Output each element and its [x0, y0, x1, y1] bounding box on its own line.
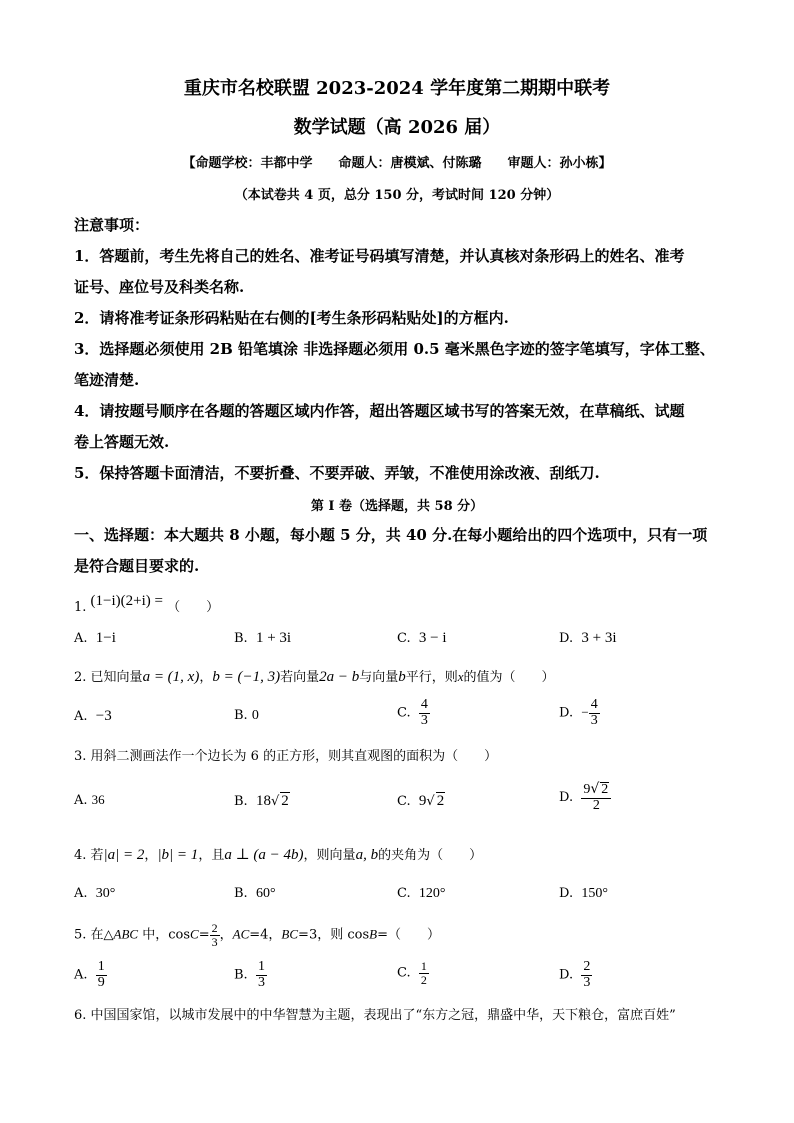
answer-blank: （ ） [167, 600, 220, 615]
question-4: 4. 若|a| = 2，|b| = 1，且a ⊥ (a − 4b)，则向量a, b的夹角为（ ） [74, 847, 483, 863]
math-expression: b = (−1, 3) [212, 669, 281, 685]
question-5: 5. 在△ABC 中，cosC= $\frac{2}{3}$ ，AC=4，BC=3，则 cosB=（ ） [74, 921, 440, 949]
math-expression: a ⊥ (a − 4b) [224, 847, 304, 863]
option-b: B. 0 [234, 708, 259, 723]
author-line: 【命题学校：丰都中学 命题人：唐模斌、付陈璐 审题人：孙小栋】 [182, 156, 612, 171]
math-expression: |b| = 1 [157, 847, 199, 863]
option-d: D. 150° [559, 886, 608, 901]
math-expression: 2a − b [319, 669, 360, 685]
option-a: A. 30° [74, 886, 116, 901]
option-c: C. $\frac{1}{2}$ [397, 959, 427, 987]
notes-heading: 注意事项： [74, 216, 150, 234]
question-3: 3. 用斜二测画法作一个边长为 6 的正方形，则其直观图的面积为（ ） [74, 749, 498, 764]
option-d: D. $\frac{9√ 2}{2}$ [559, 782, 611, 813]
note-line: 3．选择题必须使用 2B 铅笔填涂 非选择题必须用 0.5 毫米黑色字迹的签字笔填写，字体工整、 [74, 340, 715, 358]
option-d: D. 3 + 3i [559, 630, 617, 646]
option-b: B. 60° [234, 886, 276, 901]
option-b: B. 1 + 3i [234, 630, 292, 646]
exam-subtitle: 数学试题（高 2026 届） [293, 117, 501, 138]
note-line: 4．请按题号顺序在各题的答题区域内作答，超出答题区域书写的答案无效，在草稿纸、试题 [74, 402, 685, 420]
note-line: 卷上答题无效. [74, 433, 170, 451]
math-expression: (1−i)(2+i) = [90, 593, 163, 609]
option-c: C. $\frac{4}{3}$ [397, 697, 428, 728]
option-a: A. $\frac{1}{9}$ [74, 959, 105, 990]
option-c: C. 3 − i [397, 630, 447, 646]
note-line: 2．请将准考证条形码粘贴在右侧的[考生条形码粘贴处]的方框内. [74, 309, 509, 327]
option-c: C. 120° [397, 886, 446, 901]
option-d: D. $\frac{2}{3}$ [559, 959, 591, 990]
exam-info: （本试卷共 4 页，总分 150 分，考试时间 120 分钟） [234, 188, 560, 203]
option-b: B. 18√ 2 [234, 793, 289, 809]
exam-title: 重庆市名校联盟 2023-2024 学年度第二期期中联考 [183, 78, 611, 99]
note-line: 1．答题前，考生先将自己的姓名、准考证号码填写清楚，并认真核对条形码上的姓名、准考 [74, 247, 685, 265]
math-expression: a = (1, x) [142, 669, 200, 685]
section-title: 第 I 卷（选择题，共 58 分） [310, 499, 484, 514]
option-a: A. 36 [74, 792, 105, 808]
math-expression: a, b [355, 847, 379, 863]
note-line: 笔迹清楚. [74, 371, 140, 389]
question-1 [74, 593, 220, 616]
note-line: 5．保持答题卡面清洁，不要折叠、不要弄破、弄皱，不准使用涂改液、刮纸刀. [74, 464, 600, 482]
note-line: 证号、座位号及科类名称. [74, 278, 245, 296]
option-c: C. 9√ 2 [397, 793, 445, 809]
question-number: 1. [74, 600, 87, 615]
question-6: 6. 中国国家馆，以城市发展中的中华智慧为主题，表现出了“东方之冠，鼎盛中华，天下粮仓，富庶百姓” [74, 1008, 676, 1023]
question-2: 2. 已知向量a = (1, x)，b = (−1, 3)若向量2a − b与向量b平行，则x的值为（ ） [74, 669, 555, 685]
option-d: D. − $\frac{4}{3}$ [559, 697, 598, 728]
option-a: A. −3 [74, 708, 112, 724]
section-intro: 一、选择题：本大题共 8 小题，每小题 5 分，共 40 分.在每小题给出的四个选项中，只有一项 [74, 526, 708, 544]
option-b: B. $\frac{1}{3}$ [234, 959, 265, 990]
option-a: A. 1−i [74, 630, 116, 646]
section-intro: 是符合题目要求的. [74, 557, 200, 575]
math-expression: |a| = 2 [103, 847, 145, 863]
